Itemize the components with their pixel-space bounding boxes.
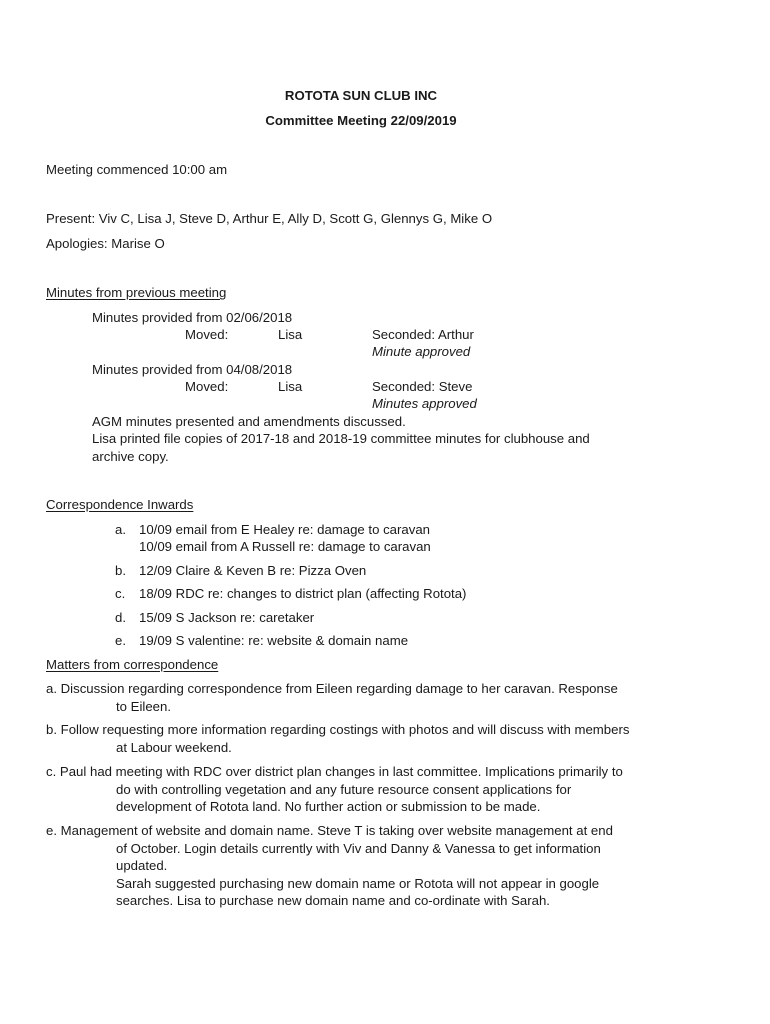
matter-cont-line: Sarah suggested purchasing new domain name or Rotota will not appear in google — [116, 875, 600, 891]
matter-cont-line: searches. Lisa to purchase new domain name and co-ordinate with Sarah. — [116, 893, 550, 908]
list-item-text: 18/09 RDC re: changes to district plan (affecting Rotota) — [139, 586, 467, 601]
matter-cont-line: do with controlling vegetation and any future resource consent applications for — [116, 781, 572, 797]
correspondence-heading: Correspondence Inwards — [46, 497, 194, 512]
matter-first-line: b. Follow requesting more information regarding costings with photos and will discuss with members — [46, 722, 630, 737]
apologies: Apologies: Marise O — [46, 236, 165, 251]
matter-item-b — [46, 721, 736, 756]
list-marker: c. — [115, 586, 126, 601]
list-item-text: 10/09 email from A Russell re: damage to caravan — [139, 539, 431, 554]
lisa-note-line-2: archive copy. — [92, 449, 169, 464]
minutes-entry-2-seconded: Seconded: Steve — [372, 379, 473, 394]
matter-first-line: c. Paul had meeting with RDC over district plan changes in last committee. Implications primarily to — [46, 764, 623, 779]
list-marker: a. — [115, 522, 126, 537]
list-marker: d. — [115, 610, 126, 625]
matter-cont-line: development of Rotota land. No further action or submission to be made. — [116, 799, 541, 814]
minutes-entry-1-moved-by: Lisa — [278, 327, 303, 342]
minutes-entry-2-moved-by: Lisa — [278, 379, 303, 394]
minutes-entry-2-provided: Minutes provided from 04/08/2018 — [92, 362, 293, 377]
agm-note: AGM minutes presented and amendments discussed. — [92, 414, 406, 429]
list-item-text: 10/09 email from E Healey re: damage to caravan — [139, 522, 431, 537]
list-item-text: 12/09 Claire & Keven B re: Pizza Oven — [139, 563, 367, 578]
matter-item-c — [46, 763, 736, 816]
list-marker: e. — [115, 633, 126, 648]
matter-item-e — [46, 822, 736, 910]
matter-cont-line: to Eileen. — [116, 698, 171, 714]
matter-item-a — [46, 680, 736, 715]
list-marker: b. — [115, 563, 126, 578]
minutes-entry-1-seconded: Seconded: Arthur — [372, 327, 474, 342]
minutes-entry-1-provided: Minutes provided from 02/06/2018 — [92, 310, 293, 325]
minutes-entry-1-status: Minute approved — [372, 344, 471, 359]
minutes-prev-heading: Minutes from previous meeting — [46, 285, 227, 300]
matter-first-line: e. Management of website and domain name. Steve T is taking over website management at end — [46, 823, 613, 838]
matter-cont-line: updated. — [116, 858, 168, 873]
present-list: Present: Viv C, Lisa J, Steve D, Arthur E, Ally D, Scott G, Glennys G, Mike O — [46, 211, 493, 226]
org-title: ROTOTA SUN CLUB INC — [284, 88, 438, 103]
list-item-text: 15/09 S Jackson re: caretaker — [139, 610, 315, 625]
lisa-note-line-1: Lisa printed file copies of 2017-18 and 2018-19 committee minutes for clubhouse and — [92, 431, 590, 446]
minutes-entry-2-status: Minutes approved — [372, 396, 477, 411]
minutes-entry-1-moved-label: Moved: — [185, 327, 229, 342]
meeting-title: Committee Meeting 22/09/2019 — [265, 113, 457, 128]
meeting-commenced: Meeting commenced 10:00 am — [46, 162, 228, 177]
matter-first-line: a. Discussion regarding correspondence from Eileen regarding damage to her caravan. Response — [46, 681, 618, 696]
minutes-entry-2-moved-label: Moved: — [185, 379, 229, 394]
matter-cont-line: at Labour weekend. — [116, 739, 232, 755]
matter-cont-line: of October. Login details currently with Viv and Danny & Vanessa to get information — [116, 840, 601, 856]
matters-heading: Matters from correspondence — [46, 657, 219, 672]
list-item-text: 19/09 S valentine: re: website & domain name — [139, 633, 409, 648]
